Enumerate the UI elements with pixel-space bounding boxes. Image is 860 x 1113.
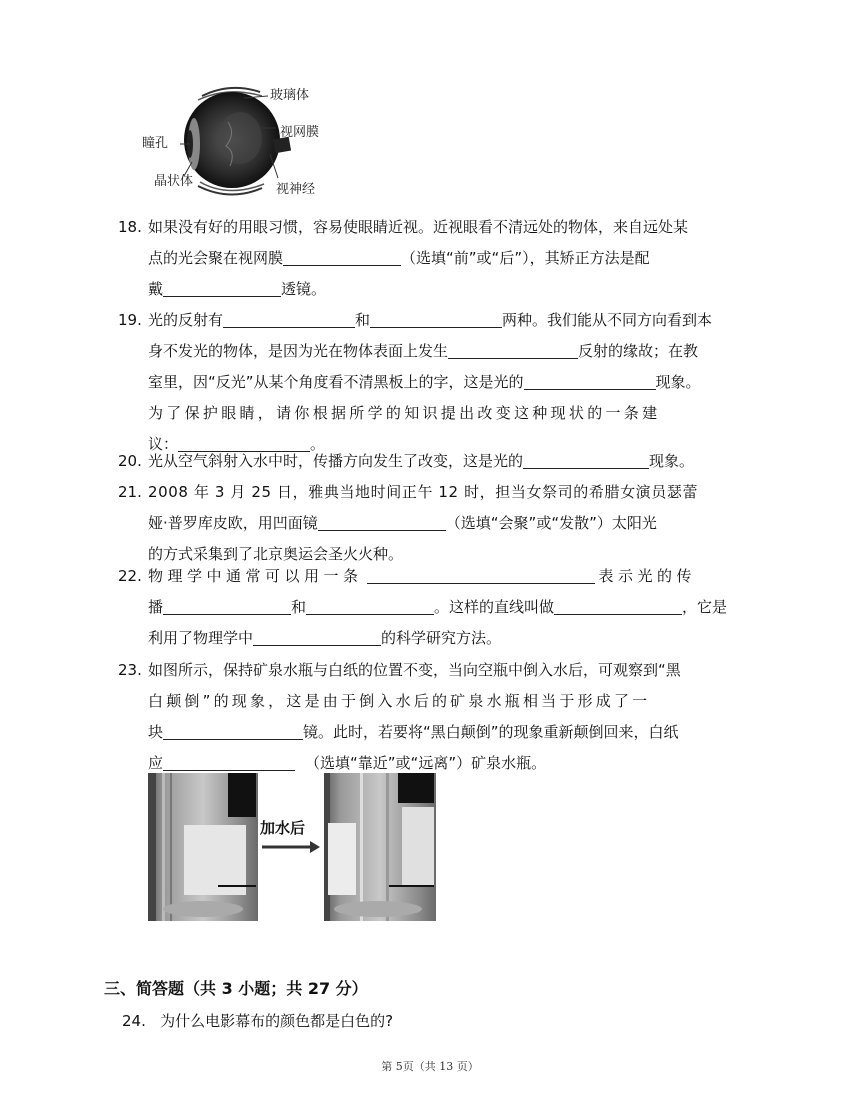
answer-blank[interactable]	[163, 596, 291, 615]
question-number: 18.	[118, 218, 142, 236]
question-line: 室里，因“反光”从某个角度看不清黑板上的字，这是光的 现象。	[148, 373, 701, 391]
question-line: 应 （选填“靠近”或“远离”）矿泉水瓶。	[148, 754, 547, 772]
question-number: 20.	[118, 452, 142, 470]
answer-blank[interactable]	[370, 309, 502, 328]
answer-blank[interactable]	[306, 596, 434, 615]
question-23	[118, 655, 768, 779]
label-lens: 晶状体	[154, 174, 194, 189]
question-line: 播 和 。这样的直线叫做 ，它是	[148, 598, 728, 616]
question-text: 为什么电影幕布的颜色都是白色的?	[160, 1012, 394, 1030]
question-number: 22.	[118, 567, 142, 585]
question-line: 2008 年 3 月 25 日，雅典当地时间正午 12 时，担当女祭司的希腊女演员瑟蕾	[148, 483, 699, 501]
question-line: 如图所示，保持矿泉水瓶与白纸的位置不变，当向空瓶中倒入水后，可观察到“黑	[148, 661, 681, 679]
answer-blank[interactable]	[448, 340, 578, 359]
section-heading: 三、简答题（共 3 小题；共 27 分）	[104, 979, 368, 998]
question-line: 娅·普罗库皮欧，用凹面镜 （选填“会聚”或“发散”）太阳光	[148, 514, 657, 532]
question-19	[118, 305, 768, 460]
bottle-photos	[148, 773, 436, 921]
question-24	[122, 1010, 393, 1031]
page-footer: 第 5页（共 13 页）	[381, 1060, 479, 1073]
bottle-experiment-figure	[148, 773, 436, 921]
label-vitreous: 玻璃体	[270, 88, 310, 103]
question-line: 白颠倒”的现象，这是由于倒入水后的矿泉水瓶相当于形成了一	[148, 692, 651, 710]
question-20	[118, 446, 768, 477]
answer-blank[interactable]	[554, 596, 682, 615]
arrow-label: 加水后	[260, 819, 306, 837]
label-pupil: 瞳孔	[142, 136, 169, 151]
label-optic-nerve: 视神经	[276, 182, 316, 197]
answer-blank[interactable]	[283, 247, 401, 266]
answer-blank[interactable]	[367, 565, 595, 584]
answer-blank[interactable]	[523, 450, 649, 469]
question-number: 19.	[118, 311, 142, 329]
arrow-icon	[262, 841, 320, 853]
label-retina: 视网膜	[280, 125, 320, 140]
answer-blank[interactable]	[163, 721, 303, 740]
question-21	[118, 477, 768, 570]
question-line: 光的反射有 和 两种。我们能从不同方向看到本	[148, 311, 713, 329]
eye-diagram	[140, 78, 340, 206]
question-line: 为了保护眼睛，请你根据所学的知识提出改变这种现状的一条建	[148, 404, 661, 422]
question-18	[118, 212, 768, 305]
question-line: 块 镜。此时，若要将“黑白颠倒”的现象重新颠倒回来，白纸	[148, 723, 679, 741]
question-line: 戴 透镜。	[148, 280, 327, 298]
answer-blank[interactable]	[223, 309, 355, 328]
answer-blank[interactable]	[253, 627, 381, 646]
question-number: 24.	[122, 1012, 146, 1030]
answer-blank[interactable]	[524, 371, 656, 390]
question-line: 光从空气斜射入水中时，传播方向发生了改变，这是光的 现象。	[148, 452, 695, 470]
question-22	[118, 561, 768, 654]
question-line: 议： 。	[148, 435, 326, 453]
question-number: 21.	[118, 483, 142, 501]
question-line: 的方式采集到了北京奥运会圣火火种。	[148, 545, 404, 563]
question-line: 点的光会聚在视网膜 （选填“前”或“后”），其矫正方法是配	[148, 249, 650, 267]
answer-blank[interactable]	[163, 752, 295, 771]
answer-blank[interactable]	[163, 278, 281, 297]
question-line: 利用了物理学中 的科学研究方法。	[148, 629, 502, 647]
question-line: 物理学中通常可以用一条 表示光的传	[148, 567, 697, 585]
question-number: 23.	[118, 661, 142, 679]
question-line: 如果没有好的用眼习惯，容易使眼睛近视。近视眼看不清远处的物体，来自远处某	[148, 218, 689, 236]
question-line: 身不发光的物体，是因为光在物体表面上发生 反射的缘故；在教	[148, 342, 699, 360]
answer-blank[interactable]	[318, 512, 446, 531]
